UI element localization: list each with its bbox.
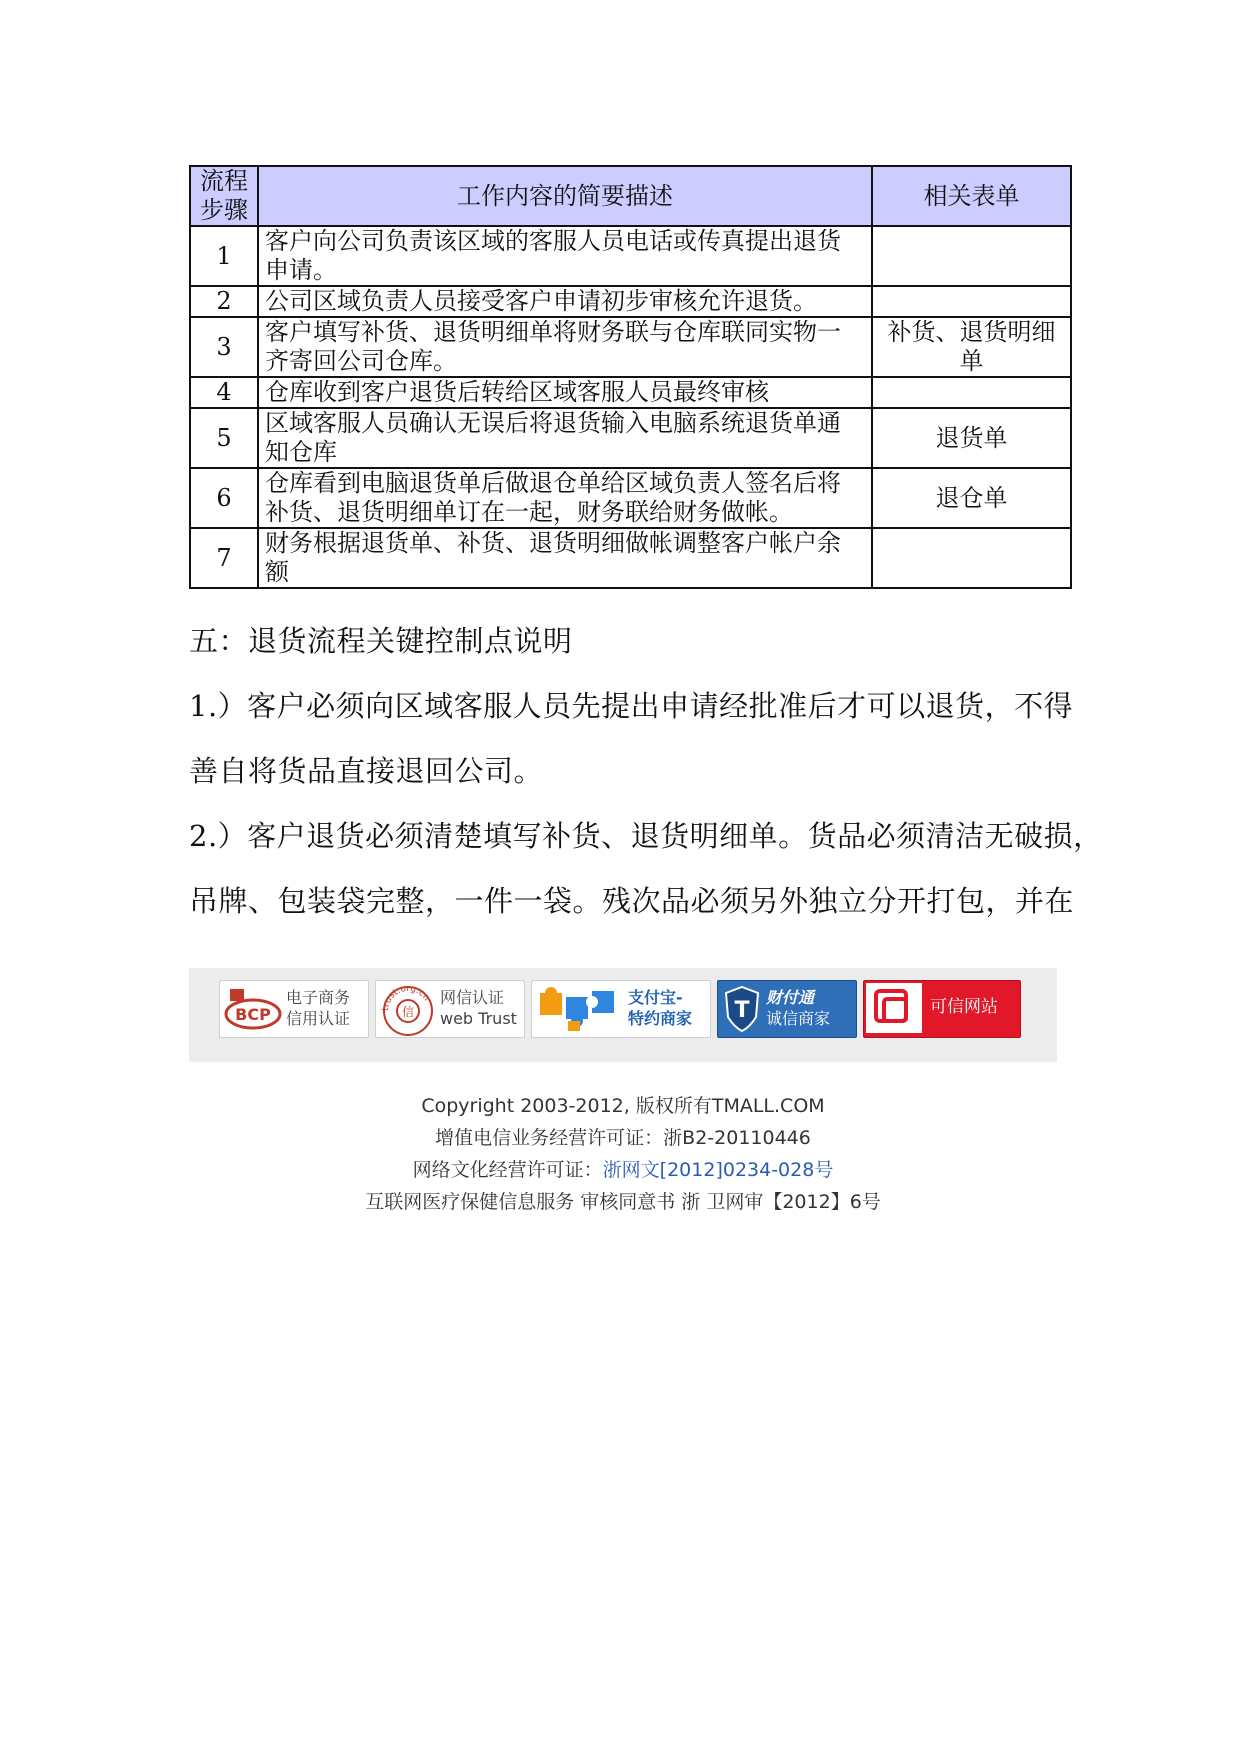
- form-line: 补货、退货明细: [887, 318, 1056, 346]
- table-header-row: [190, 166, 1071, 226]
- trust-badge-strip: [189, 968, 1057, 1062]
- table-row: [190, 317, 1071, 377]
- header-desc: 工作内容的简要描述: [258, 166, 872, 226]
- form-line: 单: [959, 347, 984, 375]
- webtrust-seal-icon: [378, 981, 438, 1037]
- desc-cell: [258, 317, 872, 377]
- form-cell: 退货单: [872, 408, 1071, 468]
- desc-line: 申请。: [265, 256, 337, 284]
- desc-line: 客户向公司负责该区域的客服人员电话或传真提出退货: [265, 227, 841, 255]
- webtrust-line1: 网信认证: [440, 988, 505, 1007]
- desc-cell: [258, 377, 872, 408]
- footer-culture-link[interactable]: 浙网文[2012]0234-028号: [602, 1159, 834, 1181]
- form-cell: [872, 286, 1071, 317]
- bcp-logo-icon: [222, 981, 284, 1037]
- header-step-line1: 流程: [200, 167, 248, 195]
- footer-copyright: Copyright 2003-2012, 版权所有TMALL.COM: [421, 1095, 825, 1117]
- step-cell: 5: [190, 408, 258, 468]
- webtrust-center-text: 信: [401, 1005, 415, 1019]
- form-cell: 退仓单: [872, 468, 1071, 528]
- desc-line: 仓库收到客户退货后转给区域客服人员最终审核: [265, 378, 769, 406]
- footer: [189, 1090, 1057, 1218]
- bcp-badge[interactable]: [219, 980, 369, 1038]
- desc-line: 公司区域负责人员接受客户申请初步审核允许退货。: [265, 287, 817, 315]
- item2-line2: 吊牌、包装袋完整，一件一袋。残次品必须另外独立分开打包，并在: [189, 884, 1075, 918]
- desc-cell: [258, 286, 872, 317]
- footer-medical: 互联网医疗保健信息服务 审核同意书 浙 卫网审【2012】6号: [365, 1191, 881, 1213]
- kexin-badge[interactable]: [863, 980, 1021, 1038]
- svg-text:T: T: [734, 998, 750, 1023]
- desc-line: 额: [265, 558, 289, 586]
- table-row: [190, 408, 1071, 468]
- footer-icp: 增值电信业务经营许可证：浙B2-20110446: [435, 1127, 811, 1149]
- item1-line2: 善自将货品直接退回公司。: [189, 754, 544, 788]
- bcp-line2: 信用认证: [286, 1009, 351, 1028]
- desc-line: 仓库看到电脑退货单后做退仓单给区域负责人签名后将: [265, 469, 841, 497]
- desc-cell: [258, 468, 872, 528]
- alipay-line1: 支付宝-: [628, 988, 683, 1007]
- shield-icon: [722, 981, 762, 1037]
- bcp-line1: 电子商务: [286, 988, 351, 1007]
- desc-line: 财务根据退货单、补货、退货明细做帐调整客户帐户余: [265, 529, 841, 557]
- form-cell: [872, 226, 1071, 286]
- kexin-label: 可信网站: [930, 997, 998, 1017]
- tenpay-line2: 诚信商家: [766, 1009, 831, 1028]
- table-row: [190, 226, 1071, 286]
- desc-cell: [258, 226, 872, 286]
- header-form: 相关表单: [872, 166, 1071, 226]
- form-cell: [872, 317, 1071, 377]
- webtrust-badge[interactable]: [375, 980, 525, 1038]
- step-cell: 7: [190, 528, 258, 588]
- desc-line: 客户填写补货、退货明细单将财务联与仓库联同实物一: [265, 318, 841, 346]
- item2-line1: 2.）客户退货必须清楚填写补货、退货明细单。货品必须清洁无破损，: [189, 819, 1103, 853]
- desc-line: 区域客服人员确认无误后将退货输入电脑系统退货单通: [265, 409, 841, 437]
- kexin-logo-box: [866, 983, 922, 1033]
- footer-culture: [189, 1154, 1057, 1186]
- bcp-logo-text: BCP: [235, 1005, 271, 1024]
- form-cell: [872, 377, 1071, 408]
- table-row: [190, 377, 1071, 408]
- tenpay-line1: 财付通: [766, 988, 815, 1007]
- step-cell: 3: [190, 317, 258, 377]
- table-row: [190, 468, 1071, 528]
- form-cell: [872, 528, 1071, 588]
- process-table: [189, 165, 1072, 589]
- kexin-logo-icon: [866, 983, 922, 1033]
- alipay-badge[interactable]: [531, 980, 711, 1038]
- step-cell: 2: [190, 286, 258, 317]
- header-step-line2: 步骤: [200, 196, 248, 224]
- footer-culture-prefix: 网络文化经营许可证：: [412, 1159, 603, 1181]
- step-cell: 4: [190, 377, 258, 408]
- tenpay-badge[interactable]: [717, 980, 857, 1038]
- desc-line: 补货、退货明细单订在一起，财务联给财务做帐。: [265, 498, 793, 526]
- section-heading: 五：退货流程关键控制点说明: [189, 624, 573, 658]
- desc-cell: [258, 408, 872, 468]
- item1-line1: 1.）客户必须向区域客服人员先提出申请经批准后才可以退货，不得: [189, 689, 1074, 723]
- alipay-line2: 特约商家: [628, 1009, 693, 1028]
- step-cell: 1: [190, 226, 258, 286]
- table-row: [190, 528, 1071, 588]
- step-cell: 6: [190, 468, 258, 528]
- desc-line: 知仓库: [265, 438, 337, 466]
- puzzle-icon: [536, 981, 620, 1037]
- desc-line: 齐寄回公司仓库。: [265, 347, 457, 375]
- webtrust-seal-text: trust.org.cn: [380, 983, 432, 1012]
- table-row: [190, 286, 1071, 317]
- desc-cell: [258, 528, 872, 588]
- webtrust-line2: web Trust: [440, 1009, 517, 1028]
- header-step: [190, 166, 258, 226]
